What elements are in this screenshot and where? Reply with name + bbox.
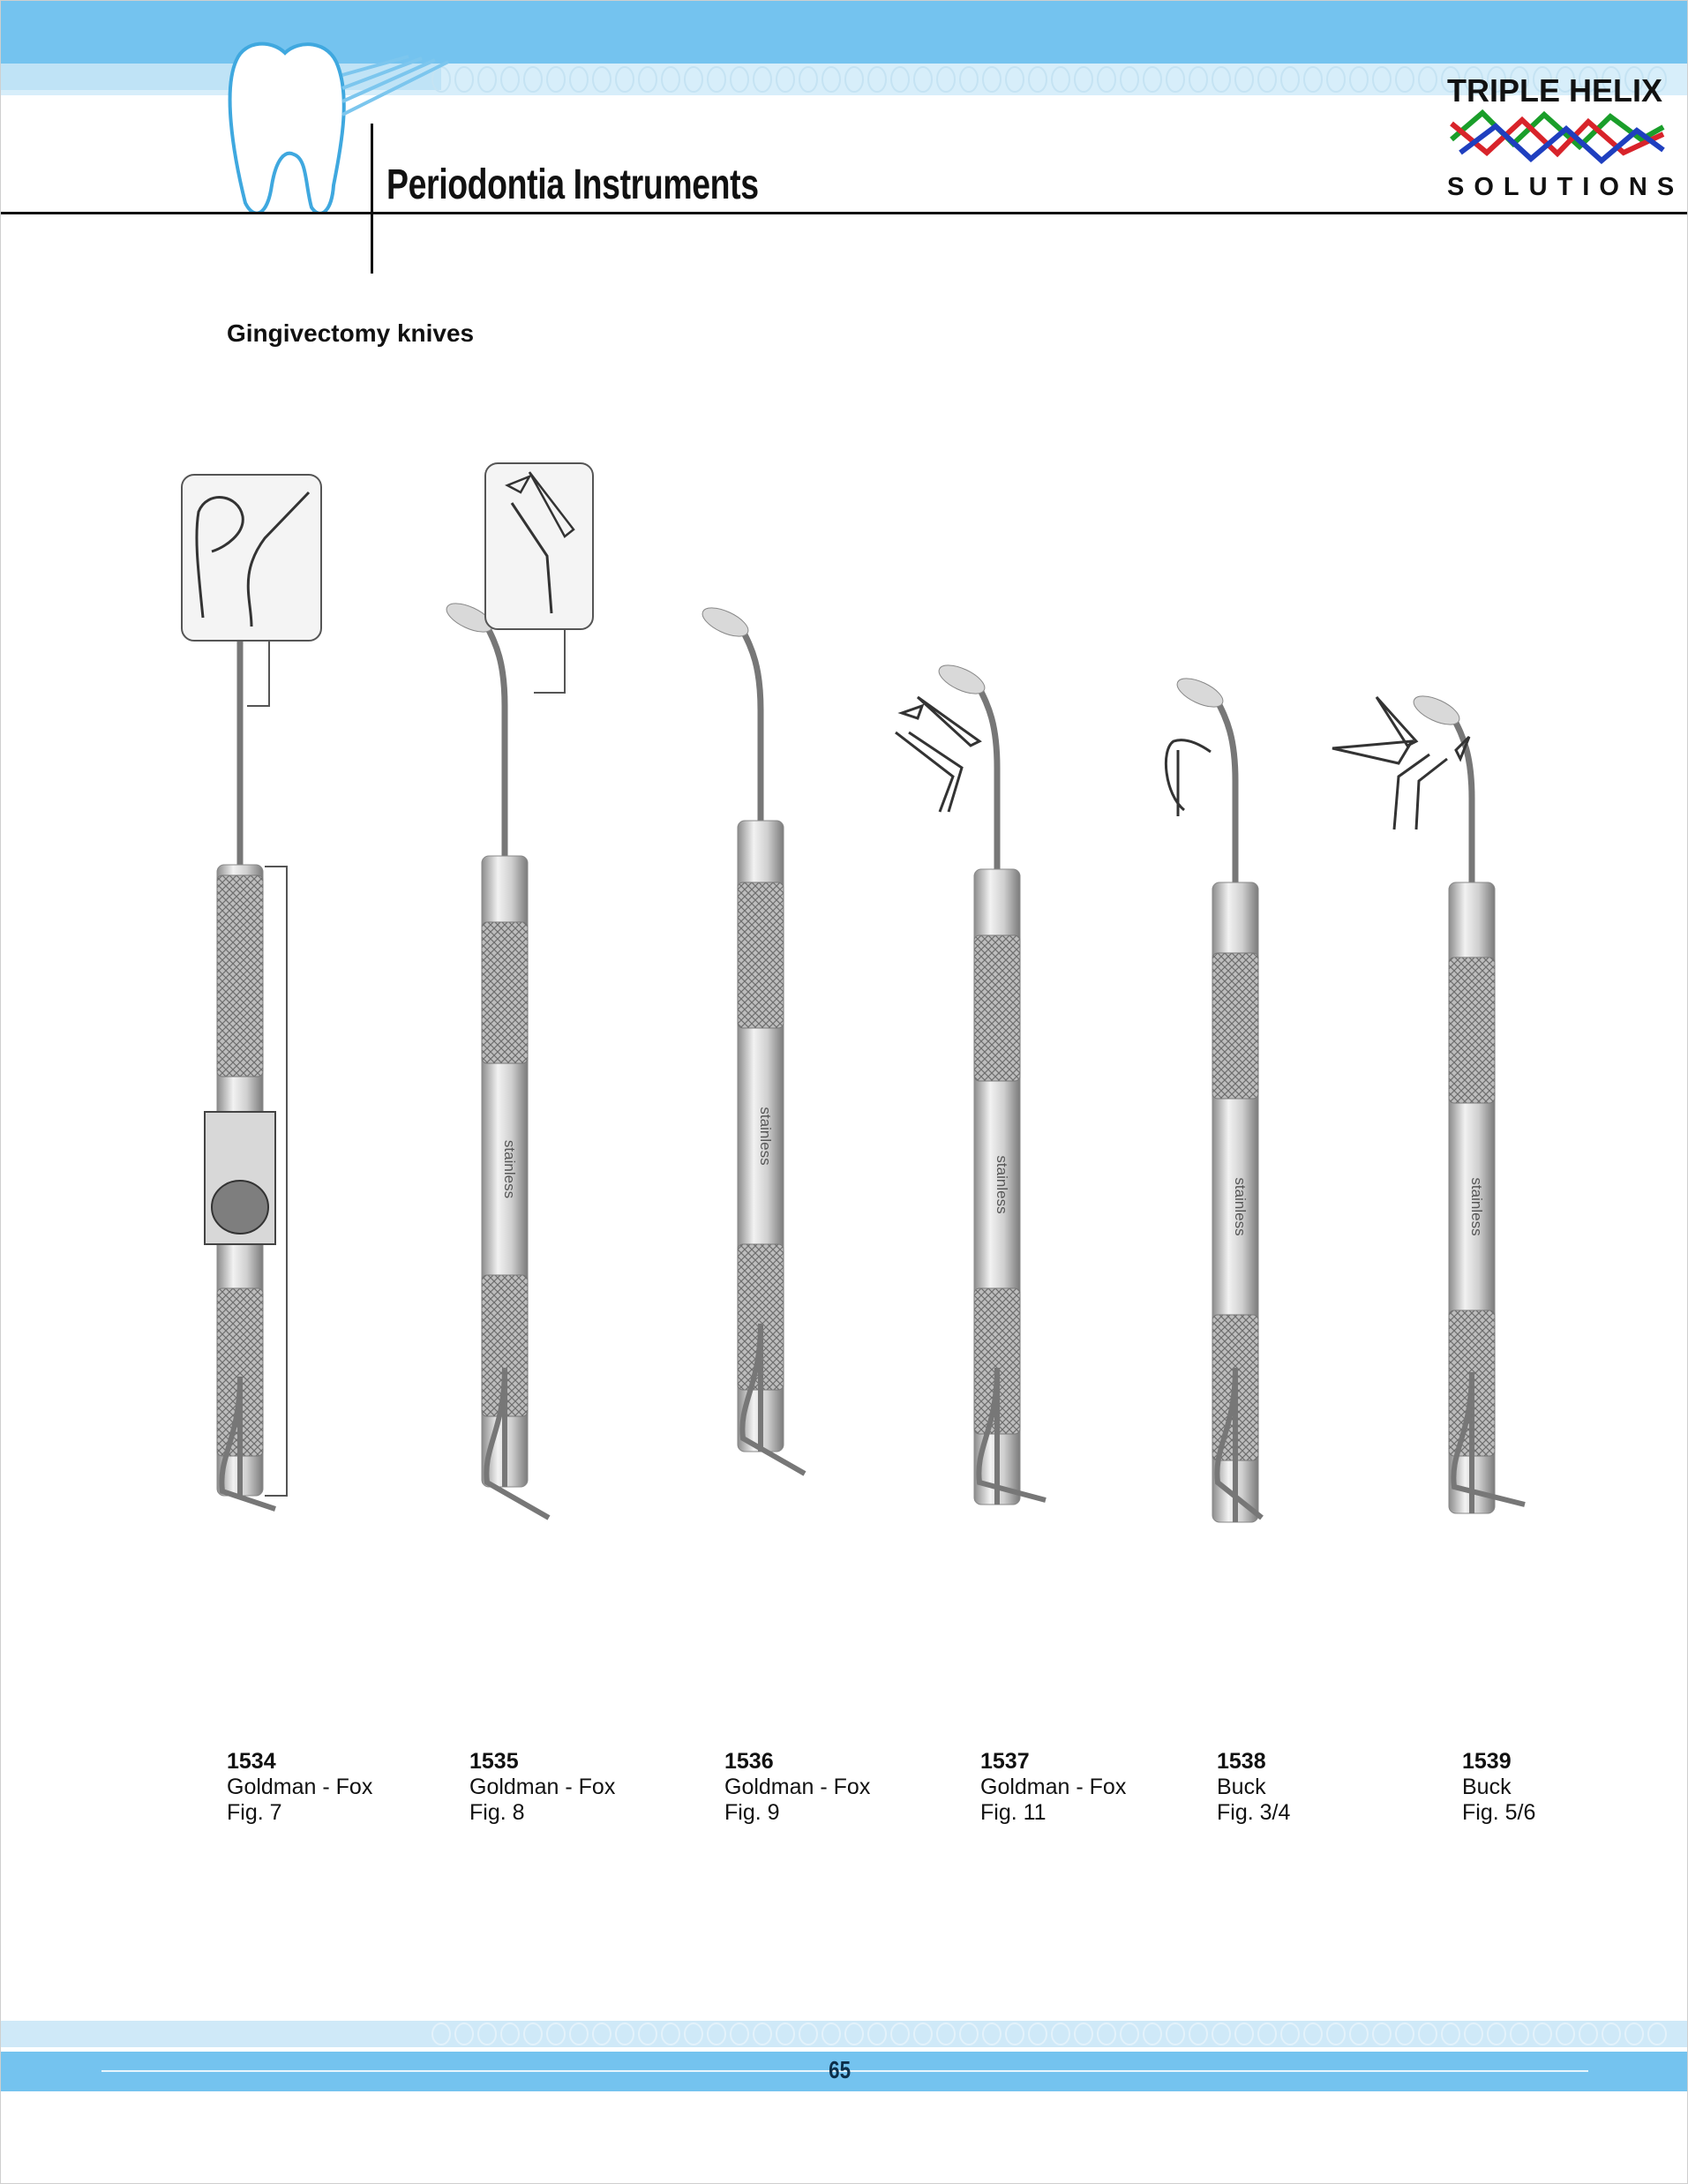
- detail-inset-1534: [182, 475, 321, 706]
- item-caption-1534: [227, 1749, 372, 1826]
- page-number: 65: [829, 2056, 852, 2083]
- item-name: Goldman - Fox: [724, 1775, 871, 1799]
- item-caption-1536: [724, 1749, 870, 1826]
- item-code: 1538: [1217, 1749, 1266, 1774]
- item-name: Goldman - Fox: [980, 1775, 1127, 1799]
- handle-engraving: stainless: [757, 1107, 774, 1166]
- item-code: 1534: [227, 1749, 276, 1774]
- item-caption-1539: [1462, 1749, 1535, 1826]
- item-fig: Fig. 3/4: [1217, 1800, 1291, 1825]
- detail-sketch-1537: [896, 697, 979, 812]
- item-name: Goldman - Fox: [227, 1775, 373, 1799]
- header-rule: [0, 212, 1688, 214]
- item-code: 1539: [1462, 1749, 1512, 1774]
- item-fig: Fig. 8: [469, 1800, 525, 1825]
- item-fig: Fig. 11: [980, 1800, 1047, 1825]
- item-fig: Fig. 7: [227, 1800, 282, 1825]
- item-name: Buck: [1462, 1775, 1512, 1799]
- brand-tagline: SOLUTIONS: [1447, 173, 1684, 201]
- instrument-1535: [443, 597, 549, 1518]
- instrument-1536: [699, 602, 805, 1474]
- detail-sketch-1538: [1166, 740, 1211, 816]
- helix-logo-icon: [1447, 104, 1668, 170]
- instrument-illustrations: [0, 441, 1688, 1738]
- header-divider: [371, 124, 373, 274]
- item-caption-1535: [469, 1749, 615, 1826]
- instrument-1537: [935, 659, 1046, 1505]
- item-fig: Fig. 5/6: [1462, 1800, 1536, 1825]
- item-name: Buck: [1217, 1775, 1266, 1799]
- item-code: 1537: [980, 1749, 1030, 1774]
- instrument-1534: [178, 518, 275, 1509]
- handle-engraving: stainless: [1232, 1177, 1249, 1236]
- instrument-1538: [1174, 672, 1262, 1522]
- item-fig: Fig. 9: [724, 1800, 780, 1825]
- handle-engraving: stainless: [994, 1155, 1010, 1214]
- item-code: 1535: [469, 1749, 519, 1774]
- item-caption-1538: [1217, 1749, 1290, 1826]
- brand-name: TRIPLE HELIX: [1447, 72, 1663, 109]
- handle-engraving: stainless: [501, 1139, 518, 1199]
- section-title: Gingivectomy knives: [227, 319, 475, 347]
- item-code: 1536: [724, 1749, 774, 1774]
- item-caption-1537: [980, 1749, 1126, 1826]
- item-name: Goldman - Fox: [469, 1775, 616, 1799]
- handle-engraving: stainless: [1468, 1177, 1485, 1236]
- instrument-1539: [1410, 690, 1525, 1513]
- page-title: Periodontia Instruments: [386, 161, 759, 208]
